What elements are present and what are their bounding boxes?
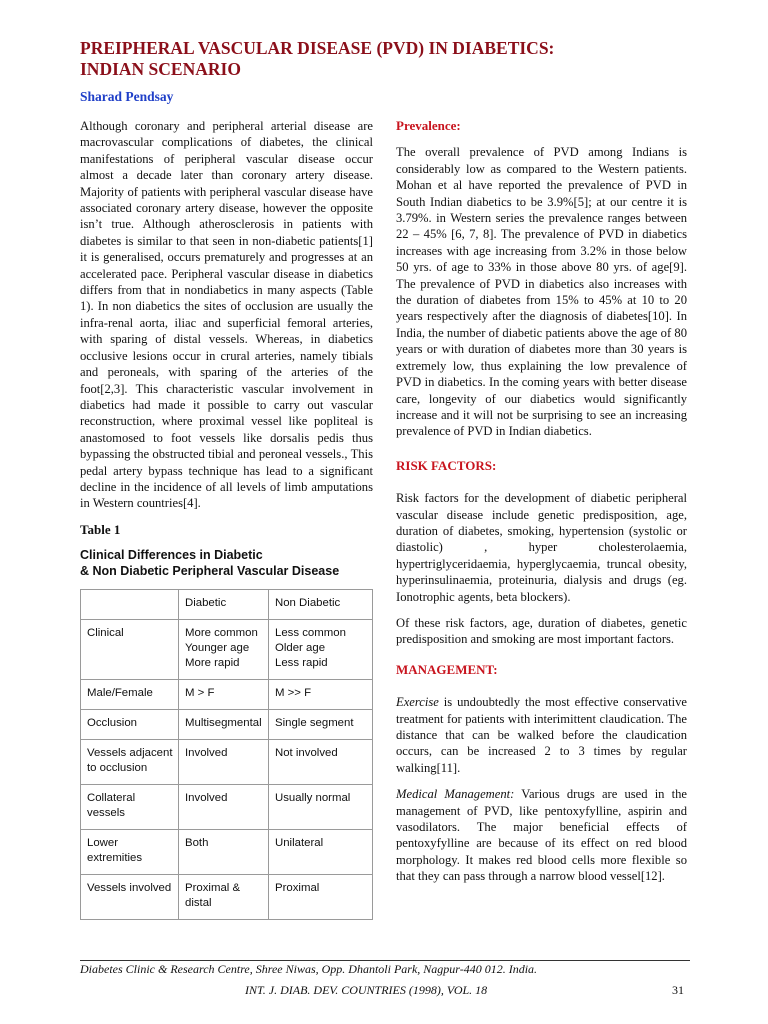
table-header-cell [81, 590, 179, 620]
medical-management-label: Medical Management: [396, 787, 515, 802]
medical-management-text: Various drugs are used in the management of PVD, like pentoxyfylline, aspirin and vasodilators. The major beneficial effects of pentoxyfylline are because of its effect on red blood morphology. It makes red blood cells more flexible so that they can pass through a narrow blood vessel[12]. [396, 787, 687, 884]
table-row [81, 830, 373, 875]
table-row [81, 740, 373, 785]
cell-line: Proximal [275, 882, 320, 895]
cell-line: Both [185, 837, 209, 850]
non-diabetic-cell [269, 785, 373, 830]
cell-line: M >> F [275, 687, 312, 700]
article-title [80, 38, 700, 80]
page-number: 31 [672, 983, 684, 997]
table-row-label: Male/Female [81, 680, 179, 710]
table-row-label: Lower extremities [81, 830, 179, 875]
right-column [396, 118, 687, 895]
section-heading-prevalence: Prevalence: [396, 118, 461, 133]
exercise-text: is undoubtedly the most effective conservative treatment for patients with interimittent claudication. The distance that can be walked before the claudication occurs, can be increased 2 to 3 times by regular walking[11]. [396, 695, 687, 775]
table-row-label: Clinical [81, 620, 179, 680]
intro-paragraph: Although coronary and peripheral arterial disease are macrovascular complications of diabetes, the clinical manifestations of peripheral vascular disease occur almost a decade later than coronary artery disease. Majority of patients with peripheral vascular disease have associated coronary artery disease, however the opposite isn’t true. Although atherosclerosis in patients with diabetes is similar to that seen in non-diabetic patients[1] it is generalised, occurs prematurely and progresses at an accelerated pace. Peripheral vascular disease in diabetics differs from that in nondiabetics in many aspects (Table 1). In non diabetics the sites of occlusion are usually the infra-renal aorta, iliac and superficial femoral arteries, with sparing of distal vessels. Whereas, in diabetics occlusive lesions occur in crural arteries, namely tibials and peroneals, with sparing of the arteries of the foot[2,3]. This characteristic vascular involvement in diabetics had made it possible to carry out vascular reconstruction, where proximal vessel like popliteal is anastomosed to foot vessels like dorsalis pedis thus bypassing the obstructed tibial and peroneal vessels., This pedal artery bypass technique has lead to a significant decline in the incidence of all levels of limb amputations in Western countries[4]. [80, 119, 373, 511]
cell-line: Younger age [185, 642, 250, 655]
table-row-label: Occlusion [81, 710, 179, 740]
footer-divider [80, 960, 690, 961]
cell-line: More rapid [185, 657, 240, 670]
diabetic-cell [179, 740, 269, 785]
cell-line: Proximal & distal [185, 882, 241, 910]
table-row [81, 680, 373, 710]
cell-line: More common [185, 627, 258, 640]
cell-line: Usually normal [275, 792, 351, 805]
non-diabetic-cell [269, 830, 373, 875]
left-column [80, 118, 373, 920]
table-row [81, 620, 373, 680]
table-row-label: Vessels involved [81, 875, 179, 920]
table-row-label: Collateral vessels [81, 785, 179, 830]
risk-factors-paragraph-2: Of these risk factors, age, duration of diabetes, genetic predisposition and smoking are most important factors. [396, 615, 687, 647]
table-row [81, 710, 373, 740]
table-title-line-2: & Non Diabetic Peripheral Vascular Disease [80, 563, 340, 578]
risk-factors-paragraph-1: Risk factors for the development of diabetic peripheral vascular disease include genetic predisposition, age, duration of diabetes, smoking, hypertension (systolic or diastolic) , hyper cholesterolaemia, hypertriglyceridaemia, hyperglycaemia, truncal obesity, hyperinsulinaemia, proteinuria, dialysis and drugs (eg. Ionotrophic agents, beta blockers). [396, 491, 687, 604]
diabetic-cell [179, 875, 269, 920]
comparison-table [80, 589, 373, 920]
table-title-line-1: Clinical Differences in Diabetic [80, 548, 263, 563]
table-row [81, 875, 373, 920]
cell-line: Less common [275, 627, 346, 640]
footer-affiliation: Diabetes Clinic & Research Centre, Shree Niwas, Opp. Dhantoli Park, Nagpur-440 012. India. [80, 962, 538, 976]
diabetic-cell [179, 620, 269, 680]
non-diabetic-cell [269, 680, 373, 710]
cell-line: M > F [185, 687, 215, 700]
non-diabetic-cell [269, 620, 373, 680]
cell-line: Single segment [275, 717, 354, 730]
exercise-label: Exercise [396, 695, 439, 710]
cell-line: Older age [275, 642, 326, 655]
cell-line: Involved [185, 792, 228, 805]
section-heading-management: MANAGEMENT: [396, 661, 498, 677]
table-row [81, 785, 373, 830]
prevalence-paragraph: The overall prevalence of PVD among Indians is considerably low as compared to the Western patients. Mohan et al have reported the prevalence of PVD in South Indian diabetics to be 3.9%[5]; at our centre it is 3.79%. in Western series the prevalence ranges between 22 – 45% [6, 7, 8]. The prevalence of PVD in diabetics increases with age increasing from 3.2% in those below 50 yrs. of age to 33% in those above 80 yrs. of age[9]. The prevalence of PVD in diabetics also increases with the duration of diabetes from 15% to 45% at 10 to 20 years respectively after the diagnosis of diabetes[10]. In India, the number of diabetic patients above the age of 80 years or with duration of diabetes more than 30 years is extremely low, thus explaining the low prevalence of PVD in diabetics. In the coming years with better disease care, longevity of our diabetics would significantly increase and it will not be surprising to see an increasing prevalence of PVD in Indian diabetics. [396, 145, 687, 439]
cell-line: Unilateral [275, 837, 324, 850]
exercise-paragraph [396, 694, 687, 776]
cell-line: Involved [185, 747, 228, 760]
author-name: Sharad Pendsay [80, 89, 174, 104]
diabetic-cell [179, 785, 269, 830]
section-heading-risk-factors: RISK FACTORS: [396, 457, 497, 473]
non-diabetic-cell [269, 710, 373, 740]
non-diabetic-cell [269, 740, 373, 785]
diabetic-cell [179, 830, 269, 875]
article-title-line-1: PREIPHERAL VASCULAR DISEASE (PVD) IN DIABETICS: [80, 38, 555, 58]
table-header-row [81, 590, 373, 620]
non-diabetic-cell [269, 875, 373, 920]
cell-line: Multisegmental [185, 717, 262, 730]
cell-line: Not involved [275, 747, 338, 760]
article-title-line-2: INDIAN SCENARIO [80, 59, 241, 79]
footer-journal-citation: INT. J. DIAB. DEV. COUNTRIES (1998), VOL. 18 [245, 983, 488, 997]
table-row-label: Vessels adjacent to occlusion [81, 740, 179, 785]
table-title [80, 548, 373, 579]
table-caption: Table 1 [80, 521, 121, 537]
diabetic-cell [179, 710, 269, 740]
cell-line: Less rapid [275, 657, 328, 670]
table-header-cell: Non Diabetic [269, 590, 373, 620]
diabetic-cell [179, 680, 269, 710]
medical-management-paragraph [396, 786, 687, 884]
table-header-cell: Diabetic [179, 590, 269, 620]
